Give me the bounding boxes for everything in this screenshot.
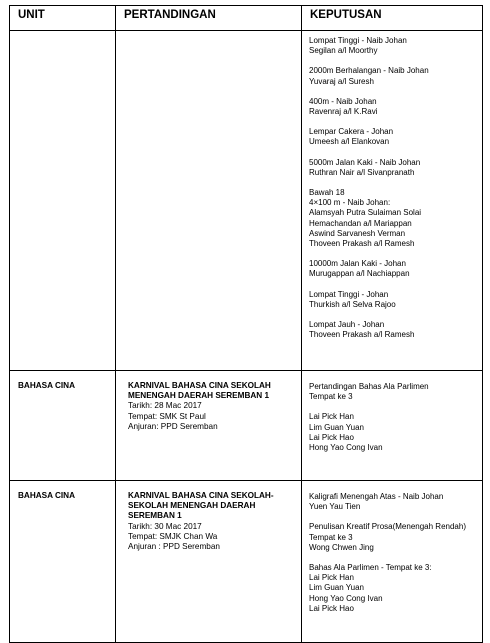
result-line: Segilan a/l Moorthy <box>309 46 378 56</box>
result-block <box>309 188 478 249</box>
result-line: 4×100 m - Naib Johan: <box>309 198 391 208</box>
competition-title: SEKOLAH MENENGAH DAERAH <box>128 501 256 511</box>
result-block <box>309 158 478 178</box>
competition-title: KARNIVAL BAHASA CINA SEKOLAH <box>128 381 271 390</box>
result-line: Tempat ke 3 <box>309 392 353 402</box>
competition-title: MENENGAH DAERAH SEREMBAN 1 <box>128 391 270 401</box>
result-line: Bawah 18 <box>309 188 345 198</box>
results-table <box>9 5 483 643</box>
result-line: Ravenraj a/l K.Ravi <box>309 107 378 117</box>
result-block <box>309 522 478 553</box>
result-line: Kaligrafi Menengah Atas - Naib Johan <box>309 492 444 501</box>
result-line: Lompat Tinggi - Naib Johan <box>309 36 407 45</box>
result-line: Lai Pick Han <box>309 573 354 583</box>
result-line: Aswind Sarvanesh Verman <box>309 228 406 238</box>
result-line: Bahas Ala Parlimen - Tempat ke 3: <box>309 563 432 573</box>
result-line: Yuen Yau Tien <box>309 502 361 512</box>
result-block <box>309 412 478 453</box>
result-block <box>309 320 478 340</box>
result-line: Ruthran Nair a/l Sivanpranath <box>309 167 415 177</box>
competition-date: Tarikh: 28 Mac 2017 <box>128 401 202 411</box>
result-line: Thoveen Prakash a/l Ramesh <box>309 330 415 340</box>
header-keputusan: KEPUTUSAN <box>302 6 483 31</box>
result-line: Alamsyah Putra Sulaiman Solai <box>309 208 422 218</box>
result-line: Lai Pick Han <box>309 412 354 422</box>
result-line: Wong Chwen Jing <box>309 542 374 552</box>
result-block <box>309 127 478 147</box>
competition-cell <box>116 481 302 643</box>
table-row <box>10 371 483 481</box>
unit-cell: BAHASA CINA <box>10 371 116 481</box>
result-line: Pertandingan Bahas Ala Parlimen <box>309 382 429 391</box>
result-block <box>309 66 478 86</box>
result-line: Lompat Tinggi - Johan <box>309 289 389 299</box>
competition-venue: Tempat: SMK St Paul <box>128 411 206 421</box>
result-line: Lai Pick Hao <box>309 603 354 613</box>
result-line: Lai Pick Hao <box>309 432 354 442</box>
competition-venue: Tempat: SMJK Chan Wa <box>128 531 218 541</box>
table-row <box>10 481 483 643</box>
competition-cell <box>116 31 302 371</box>
header-pertandingan: PERTANDINGAN <box>116 6 302 31</box>
result-block <box>309 36 478 56</box>
result-line: Umeesh a/l Elankovan <box>309 137 390 147</box>
competition-cell <box>116 371 302 481</box>
result-block <box>309 259 478 279</box>
competition-organizer: Anjuran: PPD Seremban <box>128 421 218 431</box>
result-block <box>309 97 478 117</box>
competition-date: Tarikh: 30 Mac 2017 <box>128 521 202 531</box>
result-block <box>309 290 478 310</box>
result-line: 400m - Naib Johan <box>309 96 377 106</box>
result-line: Hong Yao Cong Ivan <box>309 593 383 603</box>
result-line: Lempar Cakera - Johan <box>309 127 394 137</box>
result-line: Lompat Jauh - Johan <box>309 320 385 330</box>
competition-title: SEREMBAN 1 <box>128 511 182 521</box>
header-unit: UNIT <box>10 6 116 31</box>
result-line: Murugappan a/l Nachiappan <box>309 269 410 279</box>
competition-organizer: Anjuran : PPD Seremban <box>128 542 220 552</box>
result-line: Yuvaraj a/l Suresh <box>309 76 374 86</box>
result-line: 2000m Berhalangan - Naib Johan <box>309 66 429 76</box>
results-cell <box>302 31 483 371</box>
unit-cell: BAHASA CINA <box>10 481 116 643</box>
results-cell <box>302 481 483 643</box>
result-line: 5000m Jalan Kaki - Naib Johan <box>309 157 421 167</box>
result-line: 10000m Jalan Kaki - Johan <box>309 259 406 269</box>
results-cell <box>302 371 483 481</box>
result-line: Lim Guan Yuan <box>309 422 365 432</box>
result-line: Hong Yao Cong Ivan <box>309 443 383 453</box>
result-line: Hemachandan a/l Mariappan <box>309 218 412 228</box>
result-line: Thurkish a/l Selva Rajoo <box>309 299 396 309</box>
result-block <box>309 563 478 614</box>
result-line: Tempat ke 3 <box>309 532 353 542</box>
result-block <box>309 492 478 512</box>
competition-title: KARNIVAL BAHASA CINA SEKOLAH- <box>128 491 274 500</box>
result-line: Thoveen Prakash a/l Ramesh <box>309 239 415 249</box>
result-block <box>309 382 478 402</box>
table-row <box>10 31 483 371</box>
result-line: Lim Guan Yuan <box>309 583 365 593</box>
header-row <box>10 6 483 31</box>
unit-cell <box>10 31 116 371</box>
result-line: Penulisan Kreatif Prosa(Menengah Rendah) <box>309 522 466 532</box>
